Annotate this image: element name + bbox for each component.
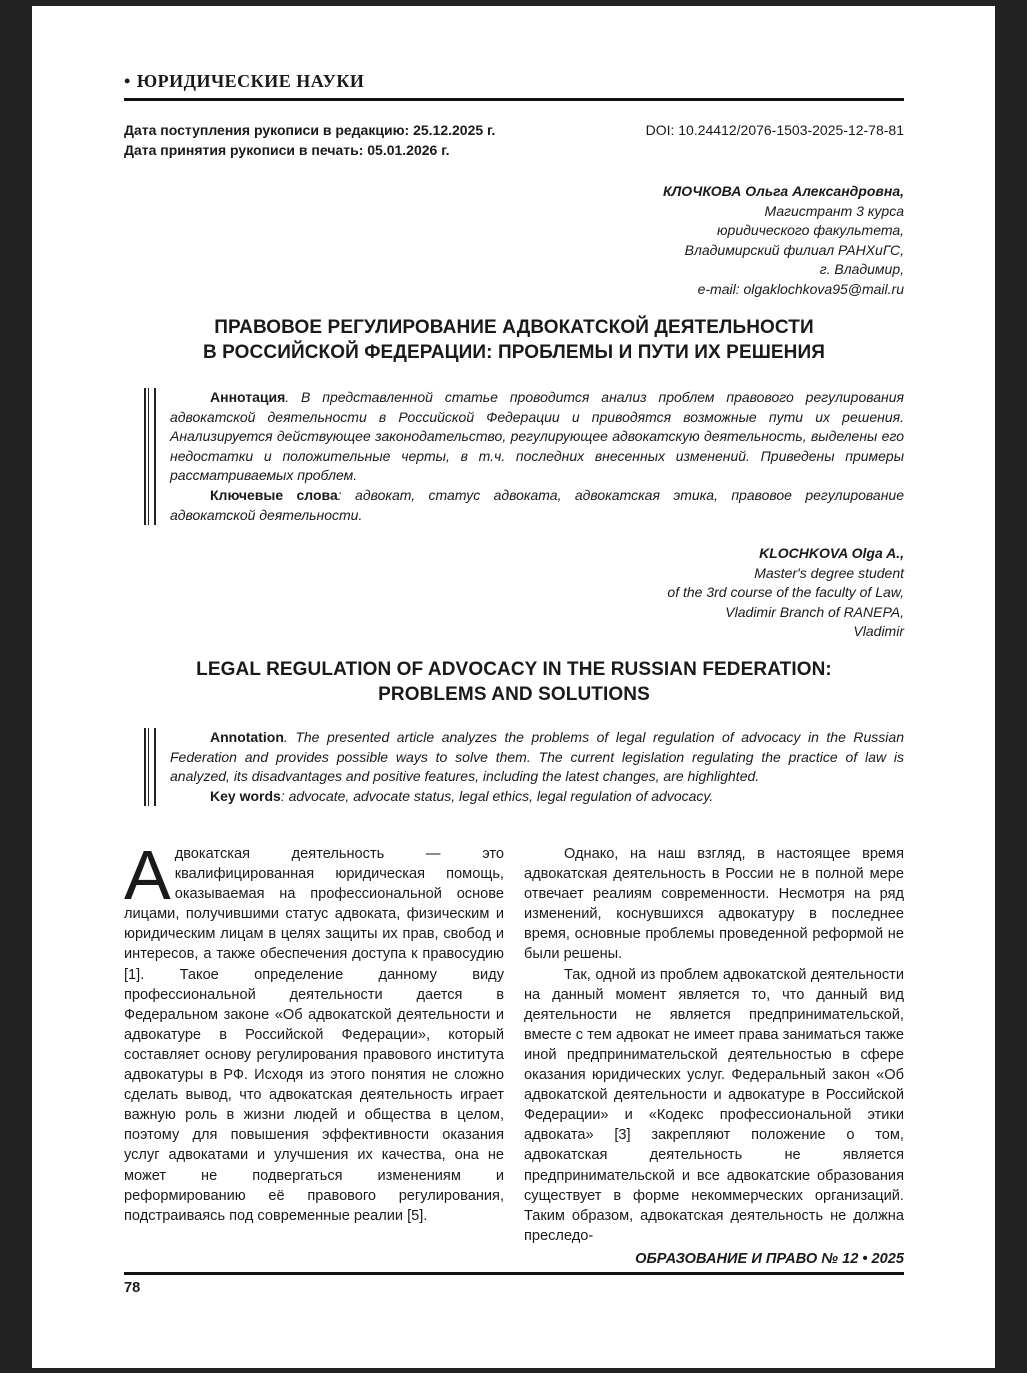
author-ru-line: юридического факультета, [717, 222, 904, 239]
abstract-ru-body: . В представленной статье проводится анализ проблем правового регулирования адвокатской деятельности в Российской Федерации и приводятся возможные пути их решения. Анализируется действующее законодательство, регулирующее адвокатскую деятельность, выделены его недостатки и положительные черты, в т.ч. последних внесенных изменений. Приведены примеры рассматриваемых проблем. [170, 389, 904, 484]
author-en-line: Vladimir [853, 623, 904, 640]
abstract-en-text [170, 728, 904, 787]
received-date: Дата поступления рукописи в редакцию: 25.12.2025 г. [124, 122, 496, 138]
body-right-p2: Так, одной из проблем адвокатской деятельности на данный момент является то, что данный вид деятельности не является предпринимательской, вместе с тем адвокат не имеет права заниматься также иной предпринимательской деятельностью в сфере оказания юридических услуг. Федеральный закон «Об адвокатской деятельности и адвокатуре в Российской Федерации» и «Кодекс профессиональной этики адвоката» [3] закрепляют положение о том, адвокатская деятельность не является предпринимательской и все адвокатские образования существует в форме некоммерческих организаций. Таким образом, адвокатская деятельность не должна преследо- [524, 966, 904, 1244]
keywords-en-body: : advocate, advocate status, legal ethics, legal regulation of advocacy. [280, 787, 714, 804]
keywords-en [170, 787, 904, 807]
title-ru-line: В РОССИЙСКОЙ ФЕДЕРАЦИИ: ПРОБЛЕМЫ И ПУТИ ИХ РЕШЕНИЯ [202, 342, 826, 363]
author-ru-line: Магистрант 3 курса [764, 202, 904, 219]
abstract-bar [144, 388, 156, 525]
title-ru-line: ПРАВОВОЕ РЕГУЛИРОВАНИЕ АДВОКАТСКОЙ ДЕЯТЕЛЬНОСТИ [214, 317, 814, 338]
author-en-name: KLOCHKOVA Olga A., [759, 545, 904, 561]
keywords-ru-body: : адвокат, статус адвоката, адвокатская этика, правовое регулирование адвокатской деятельности. [170, 486, 904, 523]
keywords-ru [170, 486, 904, 525]
author-en [667, 544, 904, 642]
abstract-en [170, 728, 904, 806]
title-en [124, 657, 904, 707]
author-en-line: Master's degree student [754, 564, 904, 581]
author-ru-line: г. Владимир, [819, 261, 904, 278]
author-en-line: of the 3rd course of the faculty of Law, [667, 584, 904, 601]
section-header [124, 68, 904, 101]
journal-page [32, 6, 995, 1368]
body-right-p1: Однако, на наш взгляд, в настоящее время адвокатская деятельность в России не в полной мере отвечает реалиям современности. Несмотря на ряд изменений, коснувшихся адвокатуру в последнее время, основные проблемы проведенной реформой не были решены. [524, 846, 904, 963]
author-ru-name: КЛОЧКОВА Ольга Александровна, [662, 183, 904, 199]
abstract-ru-text [170, 388, 904, 486]
abstract-ru-label: Аннотация [210, 389, 286, 405]
title-en-line: LEGAL REGULATION OF ADVOCACY IN THE RUSSIAN FEDERATION: [196, 659, 832, 680]
body-left-column [124, 836, 504, 1226]
abstract-bar [144, 728, 156, 806]
drop-cap: А [124, 836, 171, 914]
header-bullet: • [124, 71, 131, 91]
section-title: ЮРИДИЧЕСКИЕ НАУКИ [136, 71, 365, 91]
keywords-ru-label: Ключевые слова [210, 486, 338, 503]
author-en-line: Vladimir Branch of RANEPA, [725, 603, 904, 620]
author-ru [663, 182, 904, 300]
accepted-date: Дата принятия рукописи в печать: 05.01.2026 г. [124, 142, 450, 158]
abstract-en-label: Annotation [210, 729, 284, 745]
keywords-en-label: Key words [210, 787, 281, 804]
abstract-ru [170, 388, 904, 525]
body-paragraph [124, 836, 504, 1226]
abstract-en-body: . The presented article analyzes the problems of legal regulation of advocacy in the Russian Federation and provides possible ways to solve them. The current legislation regulating the practice of law is analyzed, its disadvantages and positive features, including the latest changes, are highlighted. [170, 729, 904, 785]
body-left-p1: двокатская деятельность — это квалифицированная юридическая помощь, оказываемая на профессиональной основе лицами, получившими статус адвоката, физическим и юридическим лицам в целях защиты их прав, свобод и интересов, а также обеспечения доступа к правосудию [1]. Такое определение данному виду профессиональной деятельности дается в Федеральном законе «Об адвокатской деятельности и адвокатуре в Российской Федерации», который составляет основу регулирования правового института адвокатуры в РФ. Исходя из этого понятия не сложно сделать вывод, что адвокатская деятельность играет важную роль в жизни людей и общества в целом, поэтому для повышения эффективности оказания услуг адвокатами и улучшения их качества, она не может не подвергаться изменениям и реформированию её правового регулирования, подстраиваясь под современные реалии [5]. [124, 846, 504, 1224]
title-ru [124, 315, 904, 365]
journal-footer: ОБРАЗОВАНИЕ И ПРАВО № 12 • 2025 [124, 1248, 904, 1275]
body-right-column [524, 844, 904, 1246]
author-ru-line: Владимирский филиал РАНХиГС, [684, 241, 904, 258]
page-number: 78 [124, 1280, 141, 1296]
title-en-line: PROBLEMS AND SOLUTIONS [378, 684, 650, 705]
doi: DOI: 10.24412/2076-1503-2025-12-78-81 [645, 122, 904, 138]
author-ru-email: e-mail: olgaklochkova95@mail.ru [697, 280, 904, 297]
